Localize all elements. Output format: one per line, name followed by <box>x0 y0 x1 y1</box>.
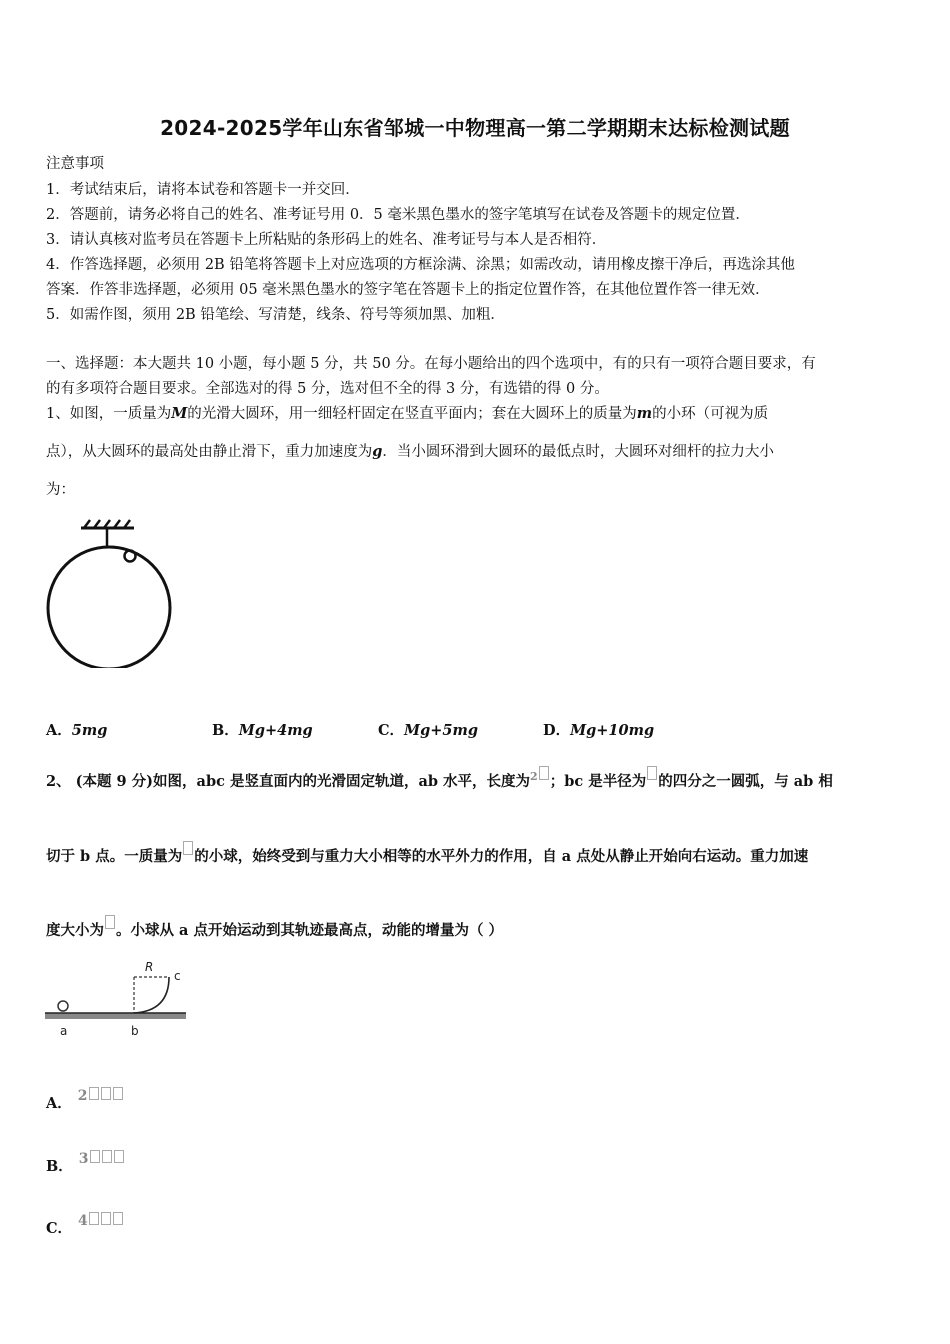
notice-item: 3．请认真核对监考员在答题卡上所粘贴的条形码上的姓名、准考证号与本人是否相符． <box>46 232 607 248</box>
notice-item: 2．答题前，请务必将自己的姓名、准考证号用 0．5 毫米黑色墨水的签字笔填写在试卷及答题卡的规定位置． <box>46 207 750 223</box>
formula-placeholder-icon <box>105 915 115 929</box>
q1-ring-figure <box>44 518 179 668</box>
q2-option-c[interactable]: C． 4 <box>46 1212 124 1238</box>
page-title: 2024-2025学年山东省邹城一中物理高一第二学期期末达标检测试题 <box>160 116 790 140</box>
q1-option-c[interactable]: C．Mg+5mg <box>378 722 478 739</box>
formula-placeholder-icon <box>90 1150 100 1163</box>
q1-text-line2 <box>46 440 774 461</box>
section-instructions: 一、选择题：本大题共 10 小题，每小题 5 分，共 50 分。在每小题给出的四个选项中，有的只有一项符合题目要求，有 <box>46 356 816 372</box>
label-R: R <box>145 960 154 974</box>
formula-placeholder-icon <box>89 1212 99 1225</box>
q2-option-coef: 4 <box>78 1213 88 1229</box>
q1-option-d[interactable]: D．Mg+10mg <box>543 722 655 739</box>
q1-text-line1 <box>46 402 768 423</box>
q2-option-a[interactable]: A． 2 <box>46 1087 124 1113</box>
q1-mass-M: M <box>171 405 188 422</box>
notice-item: 1．考试结束后，请将本试卷和答题卡一并交回． <box>46 182 360 198</box>
label-a: a <box>60 1024 68 1038</box>
notice-item: 4．作答选择题，必须用 2B 铅笔将答题卡上对应选项的方框涂满、涂黑；如需改动，请用橡皮擦干净后，再选涂其他 <box>46 257 795 273</box>
label-b: b <box>131 1024 139 1038</box>
notice-heading: 注意事项 <box>46 156 104 172</box>
q1-text: 1、如图，一质量为 <box>46 406 172 422</box>
formula-placeholder-icon <box>89 1087 99 1100</box>
notice-item: 答案．作答非选择题，必须用 05 毫米黑色墨水的签字笔在答题卡上的指定位置作答，在其他位置作答一律无效． <box>46 282 770 298</box>
arc-bc <box>134 977 169 1013</box>
ball <box>58 1001 68 1011</box>
label-c: c <box>174 969 181 983</box>
large-ring <box>48 547 170 668</box>
q2-text-line1: 2、 (本题 9 分)如图，abc 是竖直面内的光滑固定轨道，ab 水平，长度为$^2$ ；bc 是半径为 的四分之一圆弧，与 ab 相 <box>46 766 833 791</box>
formula-placeholder-icon <box>647 766 657 780</box>
q1-option-b[interactable]: B．Mg+4mg <box>212 722 313 739</box>
ground <box>45 1013 186 1019</box>
q1-text: 的光滑大圆环，用一细轻杆固定在竖直平面内；套在大圆环上的质量为 <box>187 406 637 422</box>
q2-text-line2: 切于 b 点。一质量为 的小球，始终受到与重力大小相等的水平外力的作用，自 a 点处从静止开始向右运动。重力加速 <box>46 841 808 866</box>
q1-gravity-g: g <box>372 443 383 460</box>
q2-track-figure <box>44 956 194 1046</box>
formula-placeholder-icon <box>102 1150 112 1163</box>
q2-option-coef: 3 <box>78 1151 89 1167</box>
formula-placeholder-icon <box>183 841 193 855</box>
q2-length-coef: 2 <box>530 770 538 783</box>
q2-option-coef: 2 <box>77 1088 88 1104</box>
section-instructions-cont: 的有多项符合题目要求。全部选对的得 5 分，选对但不全的得 3 分，有选错的得 0 分。 <box>46 381 609 397</box>
formula-placeholder-icon <box>114 1150 124 1163</box>
q1-text: 的小环（可视为质 <box>652 406 769 422</box>
formula-placeholder-icon <box>113 1087 123 1100</box>
formula-placeholder-icon <box>101 1212 111 1225</box>
formula-placeholder-icon <box>539 766 549 780</box>
formula-placeholder-icon <box>101 1087 111 1100</box>
q2-option-b[interactable]: B． 3 <box>46 1150 125 1176</box>
notice-item: 5．如需作图，须用 2B 铅笔绘、写清楚，线条、符号等须加黑、加粗． <box>46 307 505 323</box>
q1-option-a[interactable]: A．5mg <box>46 722 108 739</box>
q1-text-line3: 为： <box>46 482 75 498</box>
q1-text: ．当小圆环滑到大圆环的最低点时，大圆环对细杆的拉力大小 <box>382 444 774 460</box>
q1-mass-m: m <box>636 405 653 422</box>
q1-text: 点），从大圆环的最高处由静止滑下，重力加速度为 <box>46 444 373 460</box>
formula-placeholder-icon <box>113 1212 123 1225</box>
q2-text-line3: 度大小为 。小球从 a 点开始运动到其轨迹最高点，动能的增量为（ ） <box>46 915 503 940</box>
